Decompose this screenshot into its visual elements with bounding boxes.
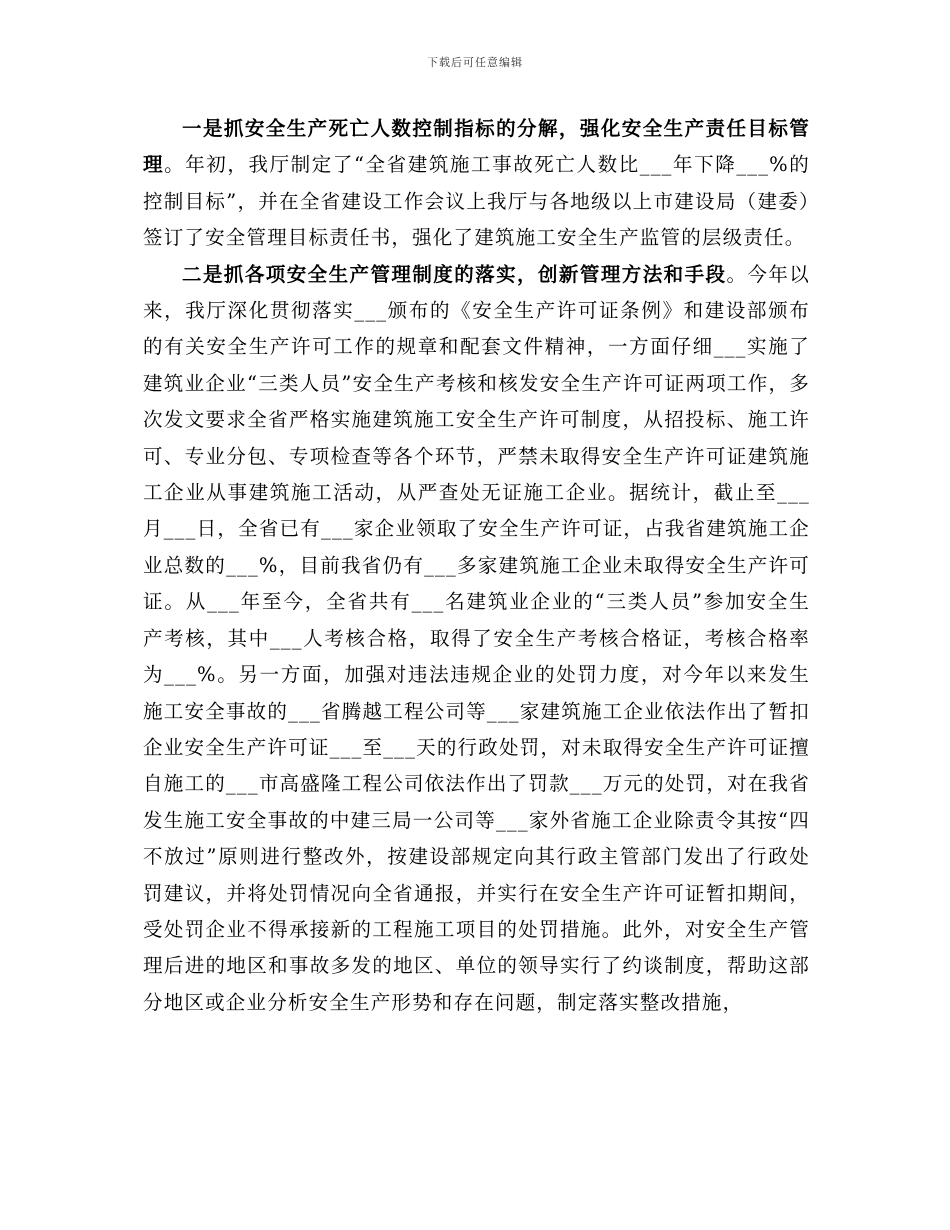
paragraph-2-text: 。今年以来，我厅深化贯彻落实___颁布的《安全生产许可证条例》和建设部颁布的有关安全生产许可工作的规章和配套文件精神，一方面仔细___实施了建筑业企业“三类人员”安全生产考核和核发安全生产许可证两项工作，多次发文要求全省严格实施建筑施工安全生产许可制度，从招投标、施工许可、专业分包、专项检查等各个环节，严禁未取得安全生产许可证建筑施工企业从事建筑施工活动，从严查处无证施工企业。据统计，截止至___月___日，全省已有___家企业领取了安全生产许可证，占我省建筑施工企业总数的___%，目前我省仍有___多家建筑施工企业未取得安全生产许可证。从___年至今，全省共有___名建筑业企业的“三类人员”参加安全生产考核，其中___人考核合格，取得了安全生产考核合格证，考核合格率为___%。另一方面，加强对违法违规企业的处罚力度，对今年以来发生施工安全事故的___省腾越工程公司等___家建筑施工企业依法作出了暂扣企业安全生产许可证___至___天的行政处罚，对未取得安全生产许可证擅自施工的___市高盛隆工程公司依法作出了罚款___万元的处罚，对在我省发生施工安全事故的中建三局一公司等___家外省施工企业除责令其按“四不放过”原则进行整改外，按建设部规定向其行政主管部门发出了行政处罚建议，并将处罚情况向全省通报，并实行在安全生产许可证暂扣期间，受处罚企业不得承接新的工程施工项目的处罚措施。此外，对安全生产管理后进的地区和事故多发的地区、单位的领导实行了约谈制度，帮助这部分地区或企业分析安全生产形势和存在问题，制定落实整改措施， [143, 262, 810, 1014]
paragraph-1-lead: 一是抓安全生产死亡人数控制指标的分解，强化安全生产责任目标管理 [143, 117, 810, 177]
paragraph-1 [143, 111, 810, 257]
header-note: 下载后可任意编辑 [427, 56, 523, 69]
paragraph-2-lead: 二是抓各项安全生产管理制度的落实，创新管理方法和手段 [182, 262, 727, 286]
paragraph-1-text: 。年初，我厅制定了“全省建筑施工事故死亡人数比___年下降___%的控制目标”，并在全省建设工作会议上我厅与各地级以上市建设局（建委）签订了安全管理目标责任书，强化了建筑施工安全生产监管的层级责任。 [143, 153, 810, 250]
paragraph-2 [143, 257, 810, 1022]
document-body [143, 111, 810, 1021]
